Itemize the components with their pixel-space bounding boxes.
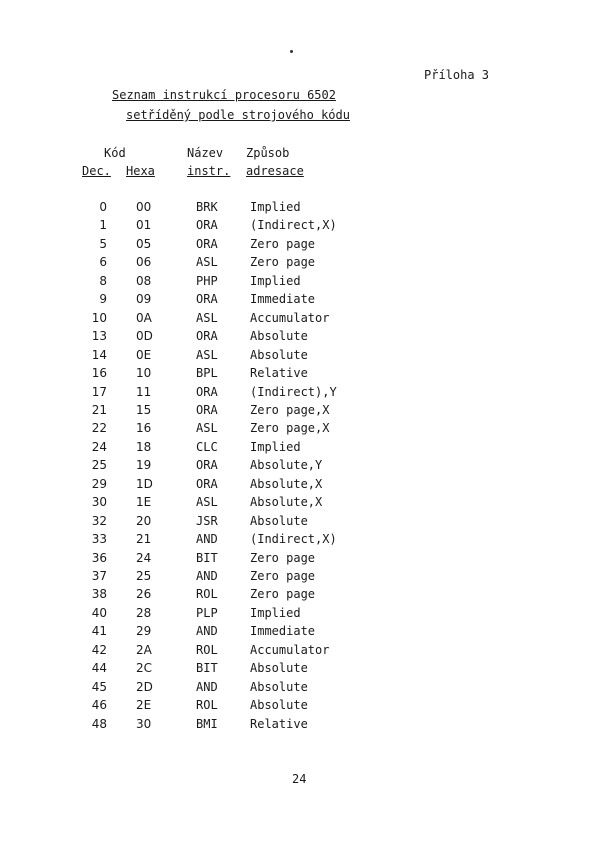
cell-hex: 21 — [136, 532, 152, 547]
header-mode-top: Způsob — [246, 146, 290, 160]
cell-name: ORA — [196, 476, 218, 491]
cell-mode: Absolute — [250, 513, 308, 528]
cell-dec: 13 — [91, 329, 107, 344]
cell-mode: Zero page — [250, 550, 316, 565]
cell-hex: 08 — [136, 273, 152, 288]
cell-dec: 37 — [91, 569, 107, 583]
header-hex: Hexa — [126, 164, 155, 178]
table-row — [0, 717, 600, 735]
table-row — [0, 311, 600, 329]
cell-name: JSR — [196, 513, 218, 528]
table-row — [0, 514, 600, 532]
cell-name: ORA — [196, 384, 218, 399]
table-row — [0, 218, 600, 236]
table-row — [0, 680, 600, 698]
cell-mode: Absolute — [250, 661, 308, 676]
cell-mode: Absolute — [250, 329, 308, 344]
table-row — [0, 348, 600, 366]
cell-hex: 19 — [136, 458, 152, 473]
cell-hex: 29 — [136, 624, 152, 639]
cell-dec: 10 — [91, 310, 107, 325]
cell-dec: 33 — [91, 532, 107, 547]
cell-dec: 44 — [91, 661, 107, 676]
speck-mark — [290, 50, 293, 53]
cell-hex: 0D — [136, 329, 153, 344]
appendix-label: Příloha 3 — [424, 68, 490, 82]
cell-mode: Absolute,X — [250, 495, 323, 510]
cell-dec: 36 — [91, 550, 107, 565]
cell-hex: 2D — [136, 679, 153, 694]
table-row — [0, 366, 600, 384]
cell-mode: Zero page — [250, 569, 316, 583]
cell-dec: 5 — [99, 236, 107, 251]
table-row — [0, 385, 600, 403]
cell-mode: Zero page — [250, 587, 316, 602]
table-row — [0, 477, 600, 495]
cell-name: ORA — [196, 458, 218, 473]
cell-hex: 10 — [136, 366, 152, 381]
cell-dec: 29 — [91, 476, 107, 491]
cell-dec: 41 — [91, 624, 107, 639]
cell-name: ORA — [196, 292, 218, 307]
cell-hex: 2E — [136, 698, 152, 713]
cell-mode: Implied — [250, 439, 301, 454]
table-row — [0, 643, 600, 661]
title-line-1: Seznam instrukcí procesoru 6502 — [112, 88, 336, 102]
cell-name: AND — [196, 532, 218, 547]
header-dec: Dec. — [82, 164, 111, 178]
table-row — [0, 200, 600, 218]
cell-mode: Accumulator — [250, 642, 330, 657]
cell-name: ROL — [196, 642, 218, 657]
cell-dec: 8 — [99, 273, 107, 288]
cell-name: PLP — [196, 605, 218, 620]
cell-dec: 40 — [91, 605, 107, 620]
cell-mode: Relative — [250, 716, 308, 731]
table-row — [0, 606, 600, 624]
cell-dec: 0 — [99, 200, 107, 214]
cell-mode: Implied — [250, 605, 301, 620]
header-name-top: Název — [187, 146, 224, 160]
cell-dec: 14 — [91, 347, 107, 362]
cell-dec: 38 — [91, 587, 107, 602]
cell-hex: 0A — [136, 310, 152, 325]
cell-dec: 9 — [99, 292, 107, 307]
cell-mode: Implied — [250, 273, 301, 288]
cell-name: BMI — [196, 716, 218, 731]
cell-hex: 09 — [136, 292, 152, 307]
cell-hex: 1E — [136, 495, 152, 510]
cell-mode: Absolute,Y — [250, 458, 323, 473]
cell-mode: (Indirect),Y — [250, 384, 337, 399]
cell-hex: 30 — [136, 716, 152, 731]
cell-dec: 25 — [91, 458, 107, 473]
cell-name: ROL — [196, 587, 218, 602]
cell-mode: Accumulator — [250, 310, 330, 325]
cell-dec: 24 — [91, 439, 107, 454]
cell-name: ASL — [196, 347, 218, 362]
table-row — [0, 329, 600, 347]
cell-name: BIT — [196, 550, 218, 565]
cell-name: BIT — [196, 661, 218, 676]
table-row — [0, 551, 600, 569]
cell-hex: 16 — [136, 421, 152, 436]
cell-mode: Absolute — [250, 347, 308, 362]
cell-hex: 0E — [136, 347, 152, 362]
cell-name: ORA — [196, 329, 218, 344]
cell-dec: 21 — [91, 402, 107, 417]
cell-name: ASL — [196, 310, 218, 325]
cell-dec: 16 — [91, 366, 107, 381]
table-row — [0, 661, 600, 679]
cell-name: AND — [196, 624, 218, 639]
cell-name: ORA — [196, 402, 218, 417]
cell-dec: 42 — [91, 642, 107, 657]
table-row — [0, 624, 600, 642]
cell-hex: 05 — [136, 236, 152, 251]
cell-name: BRK — [196, 200, 218, 214]
cell-mode: Zero page,X — [250, 421, 330, 436]
cell-mode: Immediate — [250, 292, 316, 307]
cell-hex: 18 — [136, 439, 152, 454]
header-mode-bottom: adresace — [246, 164, 304, 178]
cell-name: ORA — [196, 236, 218, 251]
cell-hex: 11 — [136, 384, 152, 399]
cell-name: CLC — [196, 439, 218, 454]
cell-dec: 45 — [91, 679, 107, 694]
cell-mode: (Indirect,X) — [250, 532, 337, 547]
cell-mode: Implied — [250, 200, 301, 214]
page-number: 24 — [292, 772, 307, 786]
cell-mode: (Indirect,X) — [250, 218, 337, 233]
cell-dec: 17 — [91, 384, 107, 399]
cell-name: BPL — [196, 366, 218, 381]
table-row — [0, 495, 600, 513]
cell-dec: 1 — [99, 218, 107, 233]
table-row — [0, 237, 600, 255]
cell-hex: 06 — [136, 255, 152, 270]
cell-name: ASL — [196, 495, 218, 510]
cell-hex: 26 — [136, 587, 152, 602]
table-row — [0, 255, 600, 273]
cell-mode: Immediate — [250, 624, 316, 639]
cell-name: ORA — [196, 218, 218, 233]
cell-name: PHP — [196, 273, 218, 288]
cell-mode: Zero page — [250, 255, 316, 270]
cell-hex: 15 — [136, 402, 152, 417]
cell-hex: 01 — [136, 218, 152, 233]
cell-mode: Zero page,X — [250, 402, 330, 417]
cell-hex: 28 — [136, 605, 152, 620]
cell-name: AND — [196, 679, 218, 694]
cell-hex: 2C — [136, 661, 153, 676]
cell-dec: 6 — [99, 255, 107, 270]
header-code: Kód — [104, 146, 126, 160]
cell-hex: 2A — [136, 642, 152, 657]
cell-dec: 48 — [91, 716, 107, 731]
cell-hex: 00 — [136, 200, 152, 214]
cell-dec: 30 — [91, 495, 107, 510]
cell-hex: 25 — [136, 569, 152, 583]
cell-mode: Absolute,X — [250, 476, 323, 491]
table-row — [0, 440, 600, 458]
table-row — [0, 403, 600, 421]
table-row — [0, 569, 600, 587]
cell-name: AND — [196, 569, 218, 583]
table-row — [0, 421, 600, 439]
table-row — [0, 532, 600, 550]
cell-mode: Relative — [250, 366, 308, 381]
cell-hex: 20 — [136, 513, 152, 528]
table-row — [0, 458, 600, 476]
cell-name: ASL — [196, 421, 218, 436]
cell-dec: 22 — [91, 421, 107, 436]
cell-mode: Absolute — [250, 679, 308, 694]
table-row — [0, 698, 600, 716]
cell-dec: 46 — [91, 698, 107, 713]
table-row — [0, 274, 600, 292]
cell-dec: 32 — [91, 513, 107, 528]
cell-hex: 1D — [136, 476, 153, 491]
header-name-bottom: instr. — [187, 164, 231, 178]
cell-name: ROL — [196, 698, 218, 713]
cell-hex: 24 — [136, 550, 152, 565]
cell-name: ASL — [196, 255, 218, 270]
table-row — [0, 292, 600, 310]
cell-mode: Absolute — [250, 698, 308, 713]
cell-mode: Zero page — [250, 236, 316, 251]
table-row — [0, 587, 600, 605]
title-line-2: setříděný podle strojového kódu — [126, 108, 350, 122]
